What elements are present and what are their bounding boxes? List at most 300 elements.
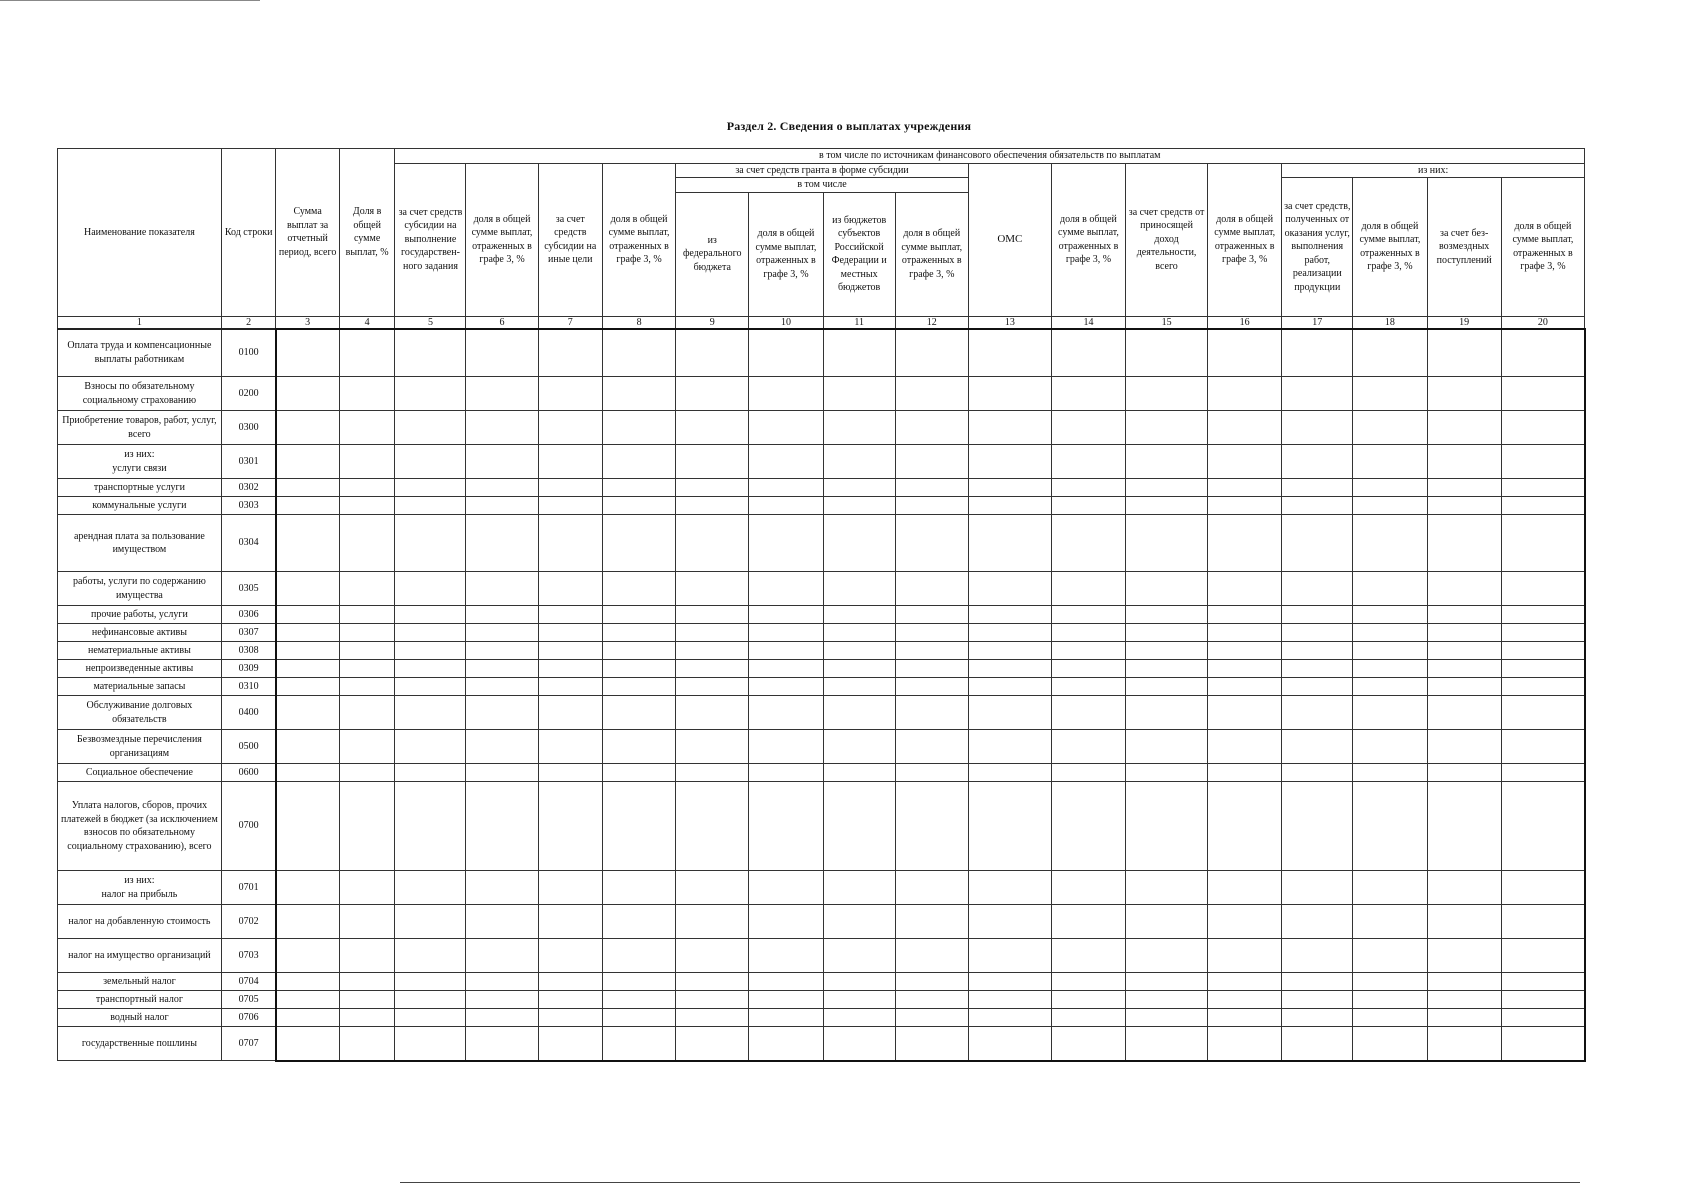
value-cell-col3[interactable] xyxy=(276,939,339,973)
value-cell-col11[interactable] xyxy=(823,871,895,905)
value-cell-col14[interactable] xyxy=(1051,939,1125,973)
value-cell-col4[interactable] xyxy=(339,939,395,973)
value-cell-col14[interactable] xyxy=(1051,660,1125,678)
value-cell-col5[interactable] xyxy=(395,606,466,624)
value-cell-col11[interactable] xyxy=(823,642,895,660)
value-cell-col20[interactable] xyxy=(1501,678,1584,696)
value-cell-col10[interactable] xyxy=(749,696,823,730)
value-cell-col5[interactable] xyxy=(395,1009,466,1027)
value-cell-col14[interactable] xyxy=(1051,445,1125,479)
value-cell-col3[interactable] xyxy=(276,479,339,497)
value-cell-col8[interactable] xyxy=(602,973,675,991)
value-cell-col17[interactable] xyxy=(1282,479,1353,497)
value-cell-col9[interactable] xyxy=(676,782,749,871)
value-cell-col9[interactable] xyxy=(676,479,749,497)
value-cell-col20[interactable] xyxy=(1501,515,1584,572)
value-cell-col12[interactable] xyxy=(895,377,968,411)
value-cell-col15[interactable] xyxy=(1126,660,1208,678)
value-cell-col10[interactable] xyxy=(749,572,823,606)
value-cell-col20[interactable] xyxy=(1501,329,1584,377)
value-cell-col15[interactable] xyxy=(1126,411,1208,445)
value-cell-col13[interactable] xyxy=(968,730,1051,764)
value-cell-col17[interactable] xyxy=(1282,445,1353,479)
value-cell-col7[interactable] xyxy=(538,678,602,696)
value-cell-col4[interactable] xyxy=(339,624,395,642)
value-cell-col5[interactable] xyxy=(395,764,466,782)
value-cell-col14[interactable] xyxy=(1051,572,1125,606)
value-cell-col13[interactable] xyxy=(968,479,1051,497)
value-cell-col7[interactable] xyxy=(538,939,602,973)
value-cell-col11[interactable] xyxy=(823,329,895,377)
value-cell-col9[interactable] xyxy=(676,991,749,1009)
value-cell-col7[interactable] xyxy=(538,606,602,624)
value-cell-col9[interactable] xyxy=(676,730,749,764)
value-cell-col13[interactable] xyxy=(968,377,1051,411)
value-cell-col6[interactable] xyxy=(466,1009,538,1027)
value-cell-col4[interactable] xyxy=(339,696,395,730)
value-cell-col4[interactable] xyxy=(339,1009,395,1027)
value-cell-col3[interactable] xyxy=(276,678,339,696)
value-cell-col18[interactable] xyxy=(1353,642,1427,660)
value-cell-col12[interactable] xyxy=(895,678,968,696)
value-cell-col10[interactable] xyxy=(749,1027,823,1061)
value-cell-col19[interactable] xyxy=(1427,377,1501,411)
value-cell-col9[interactable] xyxy=(676,329,749,377)
value-cell-col6[interactable] xyxy=(466,939,538,973)
value-cell-col3[interactable] xyxy=(276,696,339,730)
value-cell-col13[interactable] xyxy=(968,445,1051,479)
value-cell-col10[interactable] xyxy=(749,606,823,624)
value-cell-col3[interactable] xyxy=(276,973,339,991)
value-cell-col16[interactable] xyxy=(1208,764,1282,782)
value-cell-col12[interactable] xyxy=(895,329,968,377)
value-cell-col8[interactable] xyxy=(602,515,675,572)
value-cell-col10[interactable] xyxy=(749,497,823,515)
value-cell-col4[interactable] xyxy=(339,782,395,871)
value-cell-col9[interactable] xyxy=(676,445,749,479)
value-cell-col3[interactable] xyxy=(276,871,339,905)
value-cell-col8[interactable] xyxy=(602,905,675,939)
value-cell-col19[interactable] xyxy=(1427,1009,1501,1027)
value-cell-col19[interactable] xyxy=(1427,606,1501,624)
value-cell-col11[interactable] xyxy=(823,624,895,642)
value-cell-col19[interactable] xyxy=(1427,764,1501,782)
value-cell-col5[interactable] xyxy=(395,730,466,764)
value-cell-col4[interactable] xyxy=(339,445,395,479)
value-cell-col5[interactable] xyxy=(395,572,466,606)
value-cell-col11[interactable] xyxy=(823,764,895,782)
value-cell-col16[interactable] xyxy=(1208,973,1282,991)
value-cell-col17[interactable] xyxy=(1282,730,1353,764)
value-cell-col8[interactable] xyxy=(602,678,675,696)
value-cell-col3[interactable] xyxy=(276,764,339,782)
value-cell-col9[interactable] xyxy=(676,696,749,730)
value-cell-col19[interactable] xyxy=(1427,991,1501,1009)
value-cell-col19[interactable] xyxy=(1427,871,1501,905)
value-cell-col7[interactable] xyxy=(538,479,602,497)
value-cell-col3[interactable] xyxy=(276,411,339,445)
value-cell-col5[interactable] xyxy=(395,782,466,871)
value-cell-col11[interactable] xyxy=(823,606,895,624)
value-cell-col19[interactable] xyxy=(1427,696,1501,730)
value-cell-col8[interactable] xyxy=(602,445,675,479)
value-cell-col14[interactable] xyxy=(1051,871,1125,905)
value-cell-col15[interactable] xyxy=(1126,696,1208,730)
value-cell-col6[interactable] xyxy=(466,1027,538,1061)
value-cell-col10[interactable] xyxy=(749,730,823,764)
value-cell-col12[interactable] xyxy=(895,1009,968,1027)
value-cell-col18[interactable] xyxy=(1353,973,1427,991)
value-cell-col18[interactable] xyxy=(1353,660,1427,678)
value-cell-col12[interactable] xyxy=(895,696,968,730)
value-cell-col12[interactable] xyxy=(895,871,968,905)
value-cell-col9[interactable] xyxy=(676,497,749,515)
value-cell-col20[interactable] xyxy=(1501,696,1584,730)
value-cell-col15[interactable] xyxy=(1126,642,1208,660)
value-cell-col12[interactable] xyxy=(895,973,968,991)
value-cell-col9[interactable] xyxy=(676,1009,749,1027)
value-cell-col10[interactable] xyxy=(749,479,823,497)
value-cell-col17[interactable] xyxy=(1282,782,1353,871)
value-cell-col6[interactable] xyxy=(466,905,538,939)
value-cell-col19[interactable] xyxy=(1427,411,1501,445)
value-cell-col17[interactable] xyxy=(1282,377,1353,411)
value-cell-col6[interactable] xyxy=(466,497,538,515)
value-cell-col15[interactable] xyxy=(1126,973,1208,991)
value-cell-col19[interactable] xyxy=(1427,497,1501,515)
value-cell-col19[interactable] xyxy=(1427,782,1501,871)
value-cell-col17[interactable] xyxy=(1282,1027,1353,1061)
value-cell-col4[interactable] xyxy=(339,642,395,660)
value-cell-col13[interactable] xyxy=(968,497,1051,515)
value-cell-col10[interactable] xyxy=(749,329,823,377)
value-cell-col14[interactable] xyxy=(1051,411,1125,445)
value-cell-col4[interactable] xyxy=(339,905,395,939)
value-cell-col4[interactable] xyxy=(339,329,395,377)
value-cell-col7[interactable] xyxy=(538,329,602,377)
value-cell-col3[interactable] xyxy=(276,515,339,572)
value-cell-col7[interactable] xyxy=(538,515,602,572)
value-cell-col14[interactable] xyxy=(1051,782,1125,871)
value-cell-col17[interactable] xyxy=(1282,764,1353,782)
value-cell-col18[interactable] xyxy=(1353,329,1427,377)
value-cell-col17[interactable] xyxy=(1282,624,1353,642)
value-cell-col12[interactable] xyxy=(895,782,968,871)
value-cell-col17[interactable] xyxy=(1282,678,1353,696)
value-cell-col4[interactable] xyxy=(339,606,395,624)
value-cell-col14[interactable] xyxy=(1051,678,1125,696)
value-cell-col18[interactable] xyxy=(1353,377,1427,411)
value-cell-col10[interactable] xyxy=(749,1009,823,1027)
value-cell-col14[interactable] xyxy=(1051,624,1125,642)
value-cell-col16[interactable] xyxy=(1208,905,1282,939)
value-cell-col15[interactable] xyxy=(1126,905,1208,939)
value-cell-col3[interactable] xyxy=(276,329,339,377)
value-cell-col6[interactable] xyxy=(466,660,538,678)
value-cell-col19[interactable] xyxy=(1427,624,1501,642)
value-cell-col19[interactable] xyxy=(1427,730,1501,764)
value-cell-col15[interactable] xyxy=(1126,572,1208,606)
value-cell-col8[interactable] xyxy=(602,624,675,642)
value-cell-col10[interactable] xyxy=(749,445,823,479)
value-cell-col16[interactable] xyxy=(1208,606,1282,624)
value-cell-col16[interactable] xyxy=(1208,329,1282,377)
value-cell-col7[interactable] xyxy=(538,764,602,782)
value-cell-col8[interactable] xyxy=(602,764,675,782)
value-cell-col14[interactable] xyxy=(1051,991,1125,1009)
value-cell-col10[interactable] xyxy=(749,377,823,411)
value-cell-col9[interactable] xyxy=(676,764,749,782)
value-cell-col7[interactable] xyxy=(538,782,602,871)
value-cell-col7[interactable] xyxy=(538,991,602,1009)
value-cell-col6[interactable] xyxy=(466,871,538,905)
value-cell-col9[interactable] xyxy=(676,624,749,642)
value-cell-col17[interactable] xyxy=(1282,329,1353,377)
value-cell-col14[interactable] xyxy=(1051,730,1125,764)
value-cell-col15[interactable] xyxy=(1126,764,1208,782)
value-cell-col4[interactable] xyxy=(339,479,395,497)
value-cell-col14[interactable] xyxy=(1051,905,1125,939)
value-cell-col13[interactable] xyxy=(968,1027,1051,1061)
value-cell-col15[interactable] xyxy=(1126,479,1208,497)
value-cell-col6[interactable] xyxy=(466,730,538,764)
value-cell-col12[interactable] xyxy=(895,939,968,973)
value-cell-col17[interactable] xyxy=(1282,572,1353,606)
value-cell-col3[interactable] xyxy=(276,572,339,606)
value-cell-col9[interactable] xyxy=(676,973,749,991)
value-cell-col13[interactable] xyxy=(968,678,1051,696)
value-cell-col9[interactable] xyxy=(676,515,749,572)
value-cell-col4[interactable] xyxy=(339,1027,395,1061)
value-cell-col3[interactable] xyxy=(276,624,339,642)
value-cell-col8[interactable] xyxy=(602,730,675,764)
value-cell-col6[interactable] xyxy=(466,606,538,624)
value-cell-col20[interactable] xyxy=(1501,782,1584,871)
value-cell-col12[interactable] xyxy=(895,730,968,764)
value-cell-col17[interactable] xyxy=(1282,642,1353,660)
value-cell-col3[interactable] xyxy=(276,445,339,479)
value-cell-col5[interactable] xyxy=(395,660,466,678)
value-cell-col15[interactable] xyxy=(1126,1009,1208,1027)
value-cell-col12[interactable] xyxy=(895,497,968,515)
value-cell-col17[interactable] xyxy=(1282,515,1353,572)
value-cell-col3[interactable] xyxy=(276,377,339,411)
value-cell-col5[interactable] xyxy=(395,624,466,642)
value-cell-col11[interactable] xyxy=(823,939,895,973)
value-cell-col20[interactable] xyxy=(1501,1027,1584,1061)
value-cell-col5[interactable] xyxy=(395,991,466,1009)
value-cell-col18[interactable] xyxy=(1353,479,1427,497)
value-cell-col14[interactable] xyxy=(1051,329,1125,377)
value-cell-col6[interactable] xyxy=(466,411,538,445)
value-cell-col20[interactable] xyxy=(1501,497,1584,515)
value-cell-col15[interactable] xyxy=(1126,678,1208,696)
value-cell-col5[interactable] xyxy=(395,515,466,572)
value-cell-col20[interactable] xyxy=(1501,411,1584,445)
value-cell-col16[interactable] xyxy=(1208,678,1282,696)
value-cell-col14[interactable] xyxy=(1051,515,1125,572)
value-cell-col5[interactable] xyxy=(395,696,466,730)
value-cell-col10[interactable] xyxy=(749,782,823,871)
value-cell-col19[interactable] xyxy=(1427,479,1501,497)
value-cell-col20[interactable] xyxy=(1501,764,1584,782)
value-cell-col20[interactable] xyxy=(1501,660,1584,678)
value-cell-col14[interactable] xyxy=(1051,764,1125,782)
value-cell-col8[interactable] xyxy=(602,642,675,660)
value-cell-col19[interactable] xyxy=(1427,642,1501,660)
value-cell-col11[interactable] xyxy=(823,445,895,479)
value-cell-col3[interactable] xyxy=(276,497,339,515)
value-cell-col19[interactable] xyxy=(1427,329,1501,377)
value-cell-col12[interactable] xyxy=(895,642,968,660)
value-cell-col13[interactable] xyxy=(968,411,1051,445)
value-cell-col5[interactable] xyxy=(395,479,466,497)
value-cell-col8[interactable] xyxy=(602,377,675,411)
value-cell-col17[interactable] xyxy=(1282,606,1353,624)
value-cell-col9[interactable] xyxy=(676,871,749,905)
value-cell-col3[interactable] xyxy=(276,905,339,939)
value-cell-col5[interactable] xyxy=(395,411,466,445)
value-cell-col16[interactable] xyxy=(1208,479,1282,497)
value-cell-col3[interactable] xyxy=(276,730,339,764)
value-cell-col11[interactable] xyxy=(823,696,895,730)
value-cell-col9[interactable] xyxy=(676,606,749,624)
value-cell-col20[interactable] xyxy=(1501,479,1584,497)
value-cell-col6[interactable] xyxy=(466,973,538,991)
value-cell-col13[interactable] xyxy=(968,624,1051,642)
value-cell-col14[interactable] xyxy=(1051,696,1125,730)
value-cell-col4[interactable] xyxy=(339,572,395,606)
value-cell-col3[interactable] xyxy=(276,1009,339,1027)
value-cell-col18[interactable] xyxy=(1353,515,1427,572)
value-cell-col18[interactable] xyxy=(1353,764,1427,782)
value-cell-col5[interactable] xyxy=(395,329,466,377)
value-cell-col16[interactable] xyxy=(1208,939,1282,973)
value-cell-col6[interactable] xyxy=(466,515,538,572)
value-cell-col6[interactable] xyxy=(466,696,538,730)
value-cell-col4[interactable] xyxy=(339,991,395,1009)
value-cell-col17[interactable] xyxy=(1282,973,1353,991)
value-cell-col12[interactable] xyxy=(895,660,968,678)
value-cell-col16[interactable] xyxy=(1208,991,1282,1009)
value-cell-col5[interactable] xyxy=(395,871,466,905)
value-cell-col17[interactable] xyxy=(1282,871,1353,905)
value-cell-col3[interactable] xyxy=(276,782,339,871)
value-cell-col17[interactable] xyxy=(1282,411,1353,445)
value-cell-col16[interactable] xyxy=(1208,642,1282,660)
value-cell-col11[interactable] xyxy=(823,1009,895,1027)
value-cell-col19[interactable] xyxy=(1427,678,1501,696)
value-cell-col8[interactable] xyxy=(602,572,675,606)
value-cell-col19[interactable] xyxy=(1427,445,1501,479)
value-cell-col13[interactable] xyxy=(968,696,1051,730)
value-cell-col7[interactable] xyxy=(538,642,602,660)
value-cell-col16[interactable] xyxy=(1208,730,1282,764)
value-cell-col8[interactable] xyxy=(602,606,675,624)
value-cell-col18[interactable] xyxy=(1353,1009,1427,1027)
value-cell-col8[interactable] xyxy=(602,329,675,377)
value-cell-col7[interactable] xyxy=(538,445,602,479)
value-cell-col13[interactable] xyxy=(968,782,1051,871)
value-cell-col17[interactable] xyxy=(1282,1009,1353,1027)
value-cell-col11[interactable] xyxy=(823,660,895,678)
value-cell-col15[interactable] xyxy=(1126,939,1208,973)
value-cell-col3[interactable] xyxy=(276,1027,339,1061)
value-cell-col16[interactable] xyxy=(1208,572,1282,606)
value-cell-col7[interactable] xyxy=(538,660,602,678)
value-cell-col5[interactable] xyxy=(395,497,466,515)
value-cell-col19[interactable] xyxy=(1427,515,1501,572)
value-cell-col8[interactable] xyxy=(602,871,675,905)
value-cell-col16[interactable] xyxy=(1208,624,1282,642)
value-cell-col15[interactable] xyxy=(1126,991,1208,1009)
value-cell-col17[interactable] xyxy=(1282,660,1353,678)
value-cell-col3[interactable] xyxy=(276,991,339,1009)
value-cell-col15[interactable] xyxy=(1126,329,1208,377)
value-cell-col20[interactable] xyxy=(1501,871,1584,905)
value-cell-col15[interactable] xyxy=(1126,606,1208,624)
value-cell-col20[interactable] xyxy=(1501,642,1584,660)
value-cell-col12[interactable] xyxy=(895,606,968,624)
value-cell-col9[interactable] xyxy=(676,377,749,411)
value-cell-col20[interactable] xyxy=(1501,624,1584,642)
value-cell-col10[interactable] xyxy=(749,939,823,973)
value-cell-col15[interactable] xyxy=(1126,782,1208,871)
value-cell-col6[interactable] xyxy=(466,764,538,782)
value-cell-col12[interactable] xyxy=(895,991,968,1009)
value-cell-col11[interactable] xyxy=(823,572,895,606)
value-cell-col6[interactable] xyxy=(466,479,538,497)
value-cell-col15[interactable] xyxy=(1126,497,1208,515)
value-cell-col17[interactable] xyxy=(1282,696,1353,730)
value-cell-col8[interactable] xyxy=(602,991,675,1009)
value-cell-col10[interactable] xyxy=(749,624,823,642)
value-cell-col4[interactable] xyxy=(339,973,395,991)
value-cell-col16[interactable] xyxy=(1208,515,1282,572)
value-cell-col17[interactable] xyxy=(1282,939,1353,973)
value-cell-col20[interactable] xyxy=(1501,1009,1584,1027)
value-cell-col10[interactable] xyxy=(749,678,823,696)
value-cell-col4[interactable] xyxy=(339,411,395,445)
value-cell-col11[interactable] xyxy=(823,497,895,515)
value-cell-col10[interactable] xyxy=(749,973,823,991)
value-cell-col13[interactable] xyxy=(968,642,1051,660)
value-cell-col4[interactable] xyxy=(339,660,395,678)
value-cell-col10[interactable] xyxy=(749,764,823,782)
value-cell-col13[interactable] xyxy=(968,606,1051,624)
value-cell-col6[interactable] xyxy=(466,377,538,411)
value-cell-col6[interactable] xyxy=(466,445,538,479)
value-cell-col7[interactable] xyxy=(538,624,602,642)
value-cell-col19[interactable] xyxy=(1427,973,1501,991)
value-cell-col20[interactable] xyxy=(1501,572,1584,606)
value-cell-col13[interactable] xyxy=(968,572,1051,606)
value-cell-col11[interactable] xyxy=(823,991,895,1009)
value-cell-col5[interactable] xyxy=(395,905,466,939)
value-cell-col5[interactable] xyxy=(395,973,466,991)
value-cell-col8[interactable] xyxy=(602,479,675,497)
value-cell-col20[interactable] xyxy=(1501,939,1584,973)
value-cell-col19[interactable] xyxy=(1427,1027,1501,1061)
value-cell-col11[interactable] xyxy=(823,1027,895,1061)
value-cell-col18[interactable] xyxy=(1353,696,1427,730)
value-cell-col18[interactable] xyxy=(1353,782,1427,871)
value-cell-col20[interactable] xyxy=(1501,606,1584,624)
value-cell-col5[interactable] xyxy=(395,678,466,696)
value-cell-col10[interactable] xyxy=(749,660,823,678)
value-cell-col16[interactable] xyxy=(1208,660,1282,678)
value-cell-col13[interactable] xyxy=(968,660,1051,678)
